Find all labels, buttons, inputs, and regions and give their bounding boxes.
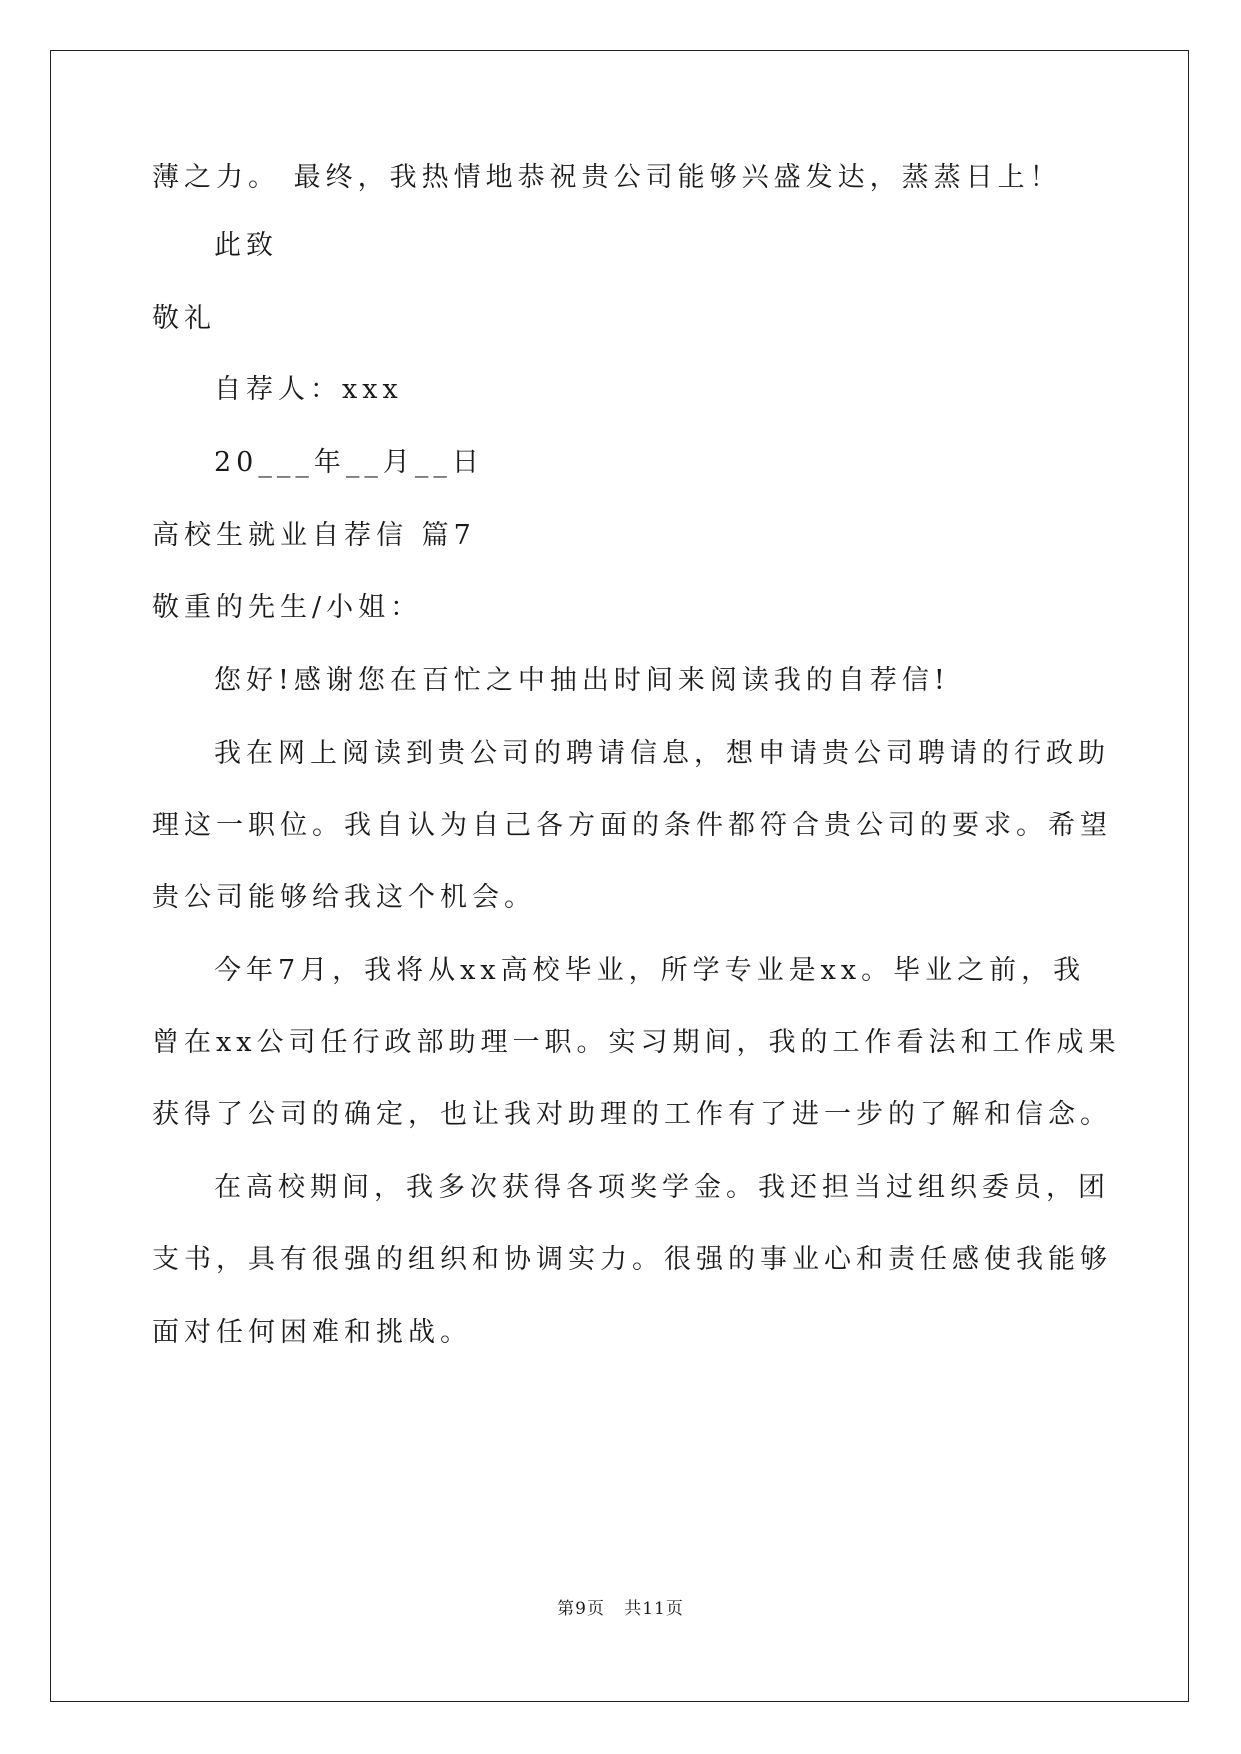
body-line: 我在网上阅读到贵公司的聘请信息，想申请贵公司聘请的行政助 <box>214 738 1110 769</box>
body-line: 支书，具有很强的组织和协调实力。很强的事业心和责任感使我能够 <box>152 1244 1112 1275</box>
body-line: 面对任何困难和挑战。 <box>152 1317 472 1348</box>
body-line: 获得了公司的确定，也让我对助理的工作有了进一步的了解和信念。 <box>152 1099 1112 1130</box>
body-line: 在高校期间，我多次获得各项奖学金。我还担当过组织委员，团 <box>214 1172 1110 1203</box>
greeting: 敬重的先生/小姐： <box>152 592 423 623</box>
body-line: 您好!感谢您在百忙之中抽出时间来阅读我的自荐信! <box>214 665 950 696</box>
body-line: 贵公司能够给我这个机会。 <box>152 882 536 913</box>
body-line: 理这一职位。我自认为自己各方面的条件都符合贵公司的要求。希望 <box>152 810 1112 841</box>
date-line: 20___年__月__日 <box>214 447 484 478</box>
body-line: 今年7月，我将从xx高校毕业，所学专业是xx。毕业之前，我 <box>214 955 1086 986</box>
body-line: 薄之力。 最终，我热情地恭祝贵公司能够兴盛发达，蒸蒸日上！ <box>152 162 1062 193</box>
closing-regards: 敬礼 <box>152 303 216 334</box>
signature-line: 自荐人：xxx <box>214 374 403 405</box>
total-pages-label: 共11页 <box>624 1599 684 1619</box>
closing-salutation: 此致 <box>214 230 278 261</box>
page-border <box>50 50 1189 1702</box>
body-line: 曾在xx公司任行政部助理一职。实习期间，我的工作看法和工作成果 <box>152 1027 1121 1058</box>
section-heading: 高校生就业自荐信 篇7 <box>152 520 476 551</box>
page-footer <box>0 1594 1241 1619</box>
current-page-label: 第9页 <box>557 1599 605 1619</box>
